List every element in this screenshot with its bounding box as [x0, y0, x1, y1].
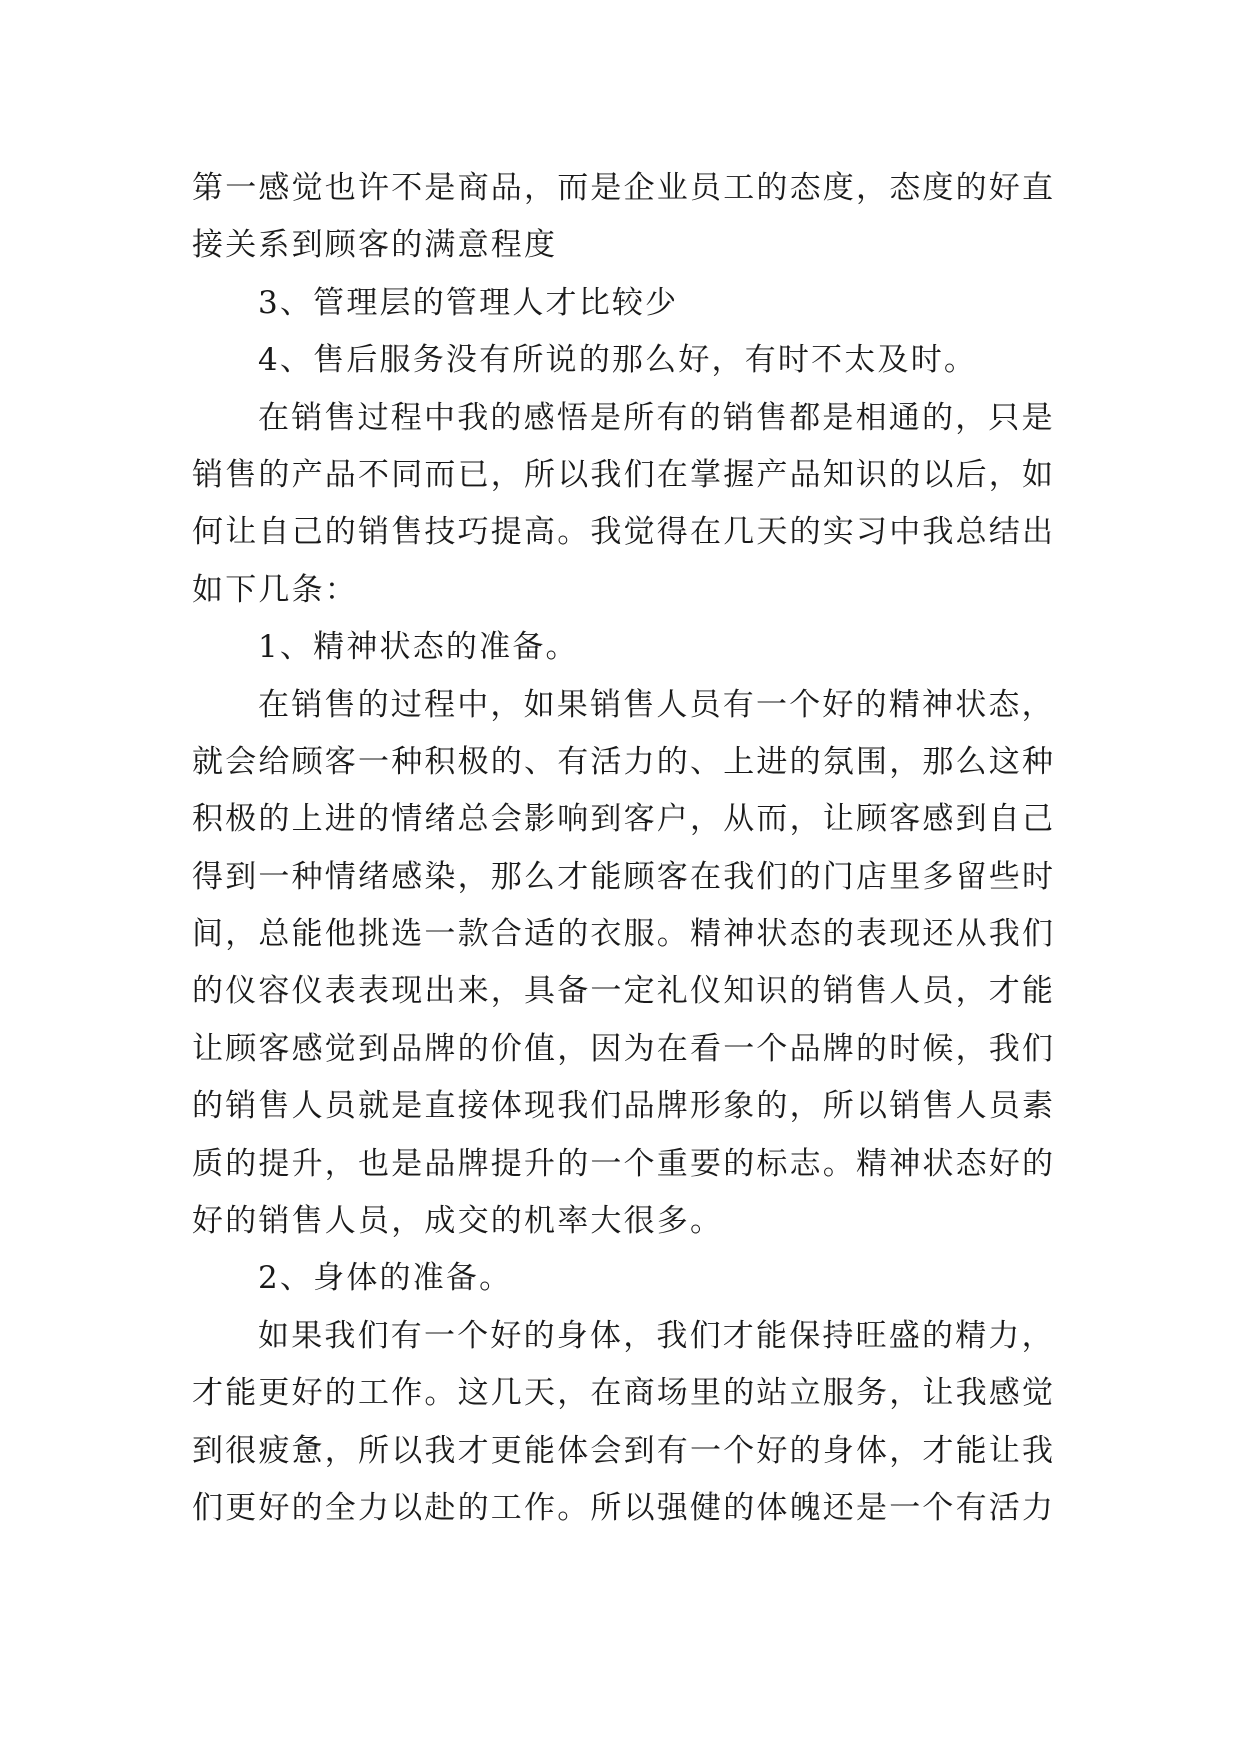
- text-line: 的仪容仪表表现出来，具备一定礼仪知识的销售人员，才能: [192, 973, 1056, 1010]
- text-line: 才能更好的工作。这几天，在商场里的站立服务，让我感觉: [192, 1375, 1056, 1412]
- text-line: 如下几条：: [192, 571, 358, 608]
- text-line: 质的提升，也是品牌提升的一个重要的标志。精神状态好的: [192, 1145, 1056, 1182]
- text-line: 到很疲惫，所以我才更能体会到有一个好的身体，才能让我: [192, 1432, 1056, 1469]
- text-line: 们更好的全力以赴的工作。所以强健的体魄还是一个有活力: [192, 1489, 1056, 1526]
- text-line: 在销售过程中我的感悟是所有的销售都是相通的，只是: [258, 399, 1055, 436]
- text-line: 好的销售人员，成交的机率大很多。: [192, 1203, 724, 1240]
- text-line: 间，总能他挑选一款合适的衣服。精神状态的表现还从我们: [192, 916, 1056, 953]
- text-line: 何让自己的销售技巧提高。我觉得在几天的实习中我总结出: [192, 514, 1056, 551]
- text-line: 1、精神状态的准备。: [258, 629, 579, 666]
- text-line: 的销售人员就是直接体现我们品牌形象的，所以销售人员素: [192, 1088, 1056, 1125]
- text-line: 4、售后服务没有所说的那么好，有时不太及时。: [258, 342, 978, 379]
- text-line: 积极的上进的情绪总会影响到客户，从而，让顾客感到自己: [192, 801, 1056, 838]
- text-line: 就会给顾客一种积极的、有活力的、上进的氛围，那么这种: [192, 743, 1056, 780]
- text-line: 在销售的过程中，如果销售人员有一个好的精神状态，: [258, 686, 1055, 723]
- text-line: 第一感觉也许不是商品，而是企业员工的态度，态度的好直: [192, 170, 1056, 206]
- text-line: 得到一种情绪感染，那么才能顾客在我们的门店里多留些时: [192, 858, 1056, 895]
- text-line: 2、身体的准备。: [258, 1260, 513, 1297]
- text-line: 销售的产品不同而已，所以我们在掌握产品知识的以后，如: [192, 456, 1056, 493]
- body-text: [192, 160, 1072, 1537]
- text-line: 接关系到顾客的满意程度: [192, 227, 558, 264]
- text-line: 如果我们有一个好的身体，我们才能保持旺盛的精力，: [258, 1317, 1055, 1354]
- text-line: 3、管理层的管理人才比较少: [258, 284, 679, 321]
- text-line: 让顾客感觉到品牌的价值，因为在看一个品牌的时候，我们: [192, 1030, 1056, 1067]
